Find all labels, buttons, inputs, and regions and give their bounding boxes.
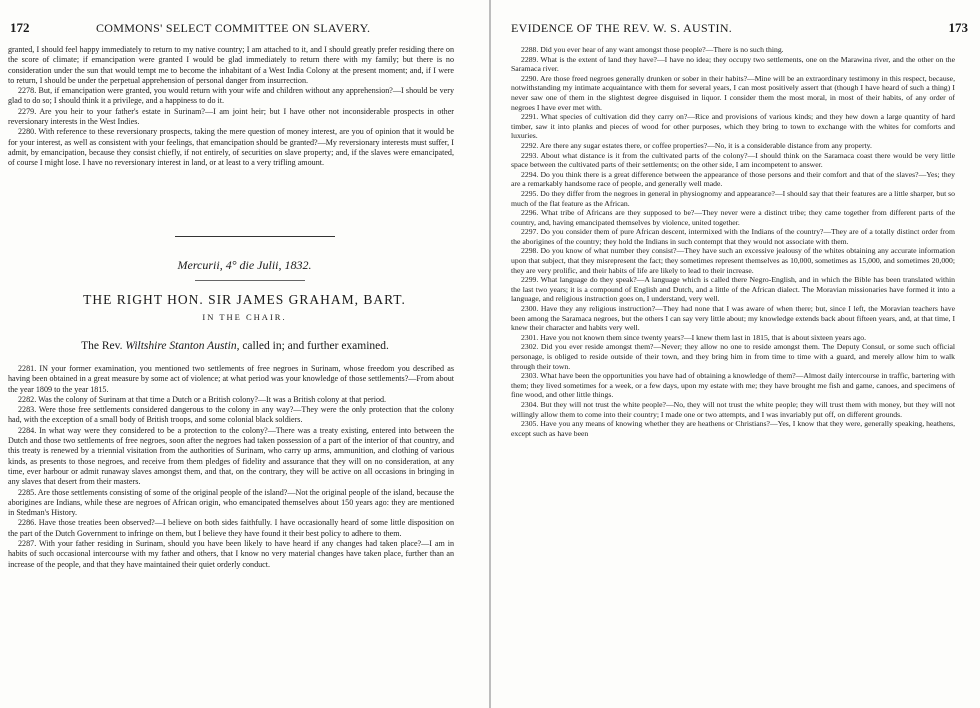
paragraph: 2278. But, if emancipation were granted, you would return with your wife and children without any apprehension?—I should be very glad to do so; I should think it a privilege, and a happiness to do it. xyxy=(8,86,454,106)
paragraph: 2301. Have you not known them since twenty years?—I knew them last in 1815, that is about sixteen years ago. xyxy=(521,332,867,342)
paragraph: 2300. Have they any religious instruction?—They had none that I was aware of when there; but, since I left, the Moravian teachers have been among the Saramaca negroes, but the others I can say very little about; my knowledge extends back about fifteen years, and, at that time, I knew their character and habits very well. xyxy=(511,304,955,333)
paragraph: 2284. In what way were they considered to be a protection to the colony?—There was a treaty existing, entered into between the Dutch and those two settlements of free negroes, soon after the negroes had taken possession of a part of the interior of that country, and this treaty is renewed by a triennial visitation from the authorities of Surinam, who carry up arms, ammunition, and clothing of various kinds, as presents to those negroes, and receive from them pledges of fidelity and assurance that they will on no consideration, at any time, ever harbour or admit runaway slaves amongst them, and that, on the contrary, they will be active on all occasions in bringing in any slaves that desert from their masters. xyxy=(8,425,454,487)
date-line: Mercurii, 4° die Julii, 1832. xyxy=(177,258,312,272)
paragraph: 2286. Have those treaties been observed?—I believe on both sides faithfully. I have occasionally heard of some little disposition on the part of the Dutch Government to infringe on them, but I believe they have found it their best policy to adhere to them. xyxy=(8,518,454,538)
paragraph: 2287. With your father residing in Surinam, should you have been likely to have heard if any changes had taken place?—I am in habits of such occasional intercourse with my father and others, that I know no very material changes have taken place, further than an increase of the people, and that they have maintained their quiet orderly conduct. xyxy=(8,539,454,569)
page-number: 173 xyxy=(948,20,968,35)
paragraph: 2288. Did you ever hear of any want amongst those people?—There is no such thing. xyxy=(521,45,784,54)
paragraph: 2302. Did you ever reside amongst them?—Never; they allow no one to reside amongst them. The Deputy Consul, or some such official personage, is obliged to reside outside of their town, and they bring him in from time to time with a guard, and merely allow him to walk through their town. xyxy=(511,342,955,371)
page-number: 172 xyxy=(10,20,30,35)
paragraph: 2283. Were those free settlements considered dangerous to the colony in any way?—They were the only protection that the colony had, with the exception of a small body of British troops, and some colonial black soldiers. xyxy=(8,405,454,425)
left-page xyxy=(0,0,489,708)
continued-text xyxy=(8,45,454,169)
in-the-chair: IN THE CHAIR. xyxy=(202,312,287,322)
witness-heading xyxy=(0,340,470,352)
paragraph: 2282. Was the colony of Surinam at that time a Dutch or a British colony?—It was a British colony at that period. xyxy=(18,394,387,404)
paragraph: 2297. Do you consider them of pure African descent, intermixed with the Indians of the country?—They are of a totally distinct order from the aborigines of the country; they hold the Indians in such contempt that they would not associate with them. xyxy=(511,227,955,246)
member-title: THE RIGHT HON. SIR JAMES GRAHAM, BART. xyxy=(83,292,406,307)
short-rule xyxy=(195,280,305,281)
paragraph: 2279. Are you heir to your father's estate in Surinam?—I am joint heir; but I have other not inconsiderable prospects in other reversionary interests in the West Indies. xyxy=(8,106,454,127)
paragraph: 2291. What species of cultivation did they carry on?—Rice and provisions of various kinds; and they hew down a large quantity of hard timber, saw it into planks and pieces of wood for other purposes, which they bring to town to exchange with the whites for comforts and luxuries. xyxy=(511,112,955,141)
paragraph: granted, I should feel happy immediately to return to my native country; I am attached to it, and I should greatly prefer residing there on the score of climate; if emancipation were granted I would be glad immediately to return there with my family; but there is no consideration under the sun that would tempt me to become the inhabitant of a West India Colony at the present moment; and, if I were to return, I should be under the perpetual apprehension of personal danger from insurrection. xyxy=(8,45,454,85)
witness-name: Wiltshire Stanton Austin, xyxy=(125,340,240,352)
paragraph: 2285. Are those settlements consisting of some of the original people of the island?—Not the original people of the island, because the aborigines are Indians, while these are negroes of African origin, who emancipated themselves about 150 years ago: they are mentioned in Stedman's History. xyxy=(8,487,454,518)
running-head: COMMONS' SELECT COMMITTEE ON SLAVERY. xyxy=(96,21,371,35)
paragraph: 2293. About what distance is it from the cultivated parts of the colony?—I should think on the Saramaca coast there would be very little space between the cultivated parts of their settlements; on the other side, I am incompetent to answer. xyxy=(511,150,955,170)
paragraph: 2292. Are there any sugar estates there, or coffee properties?—No, it is a considerable distance from any property. xyxy=(521,140,872,150)
running-head: EVIDENCE OF THE REV. W. S. AUSTIN. xyxy=(511,21,733,35)
paragraph: 2281. IN your former examination, you mentioned two settlements of free negroes in Surinam, whose freedom you described as having been obtained in a great measure by some act of violence; at what period was your knowledge of those settlements?—From about the year 1809 to the year 1815. xyxy=(8,364,454,394)
paragraph: 2290. Are those freed negroes generally drunken or sober in their habits?—Mine will be an extraordinary testimony in this respect, because, notwithstanding my intimate acquaintance with them for several years, I can most positively assert that (though I have heard of such a thing) I never saw one of them in the slightest degree disguised in liquor. I consider them the most moral, in most of their habits, of any order of negroes I have ever met with. xyxy=(511,73,955,112)
right-page xyxy=(491,0,980,708)
paragraph: 2296. What tribe of Africans are they supposed to be?—They never were a distinct tribe; they came together from different parts of the country, and, having emancipated themselves by violence, united together. xyxy=(511,208,955,227)
paragraph: 2305. Have you any means of knowing whether they are heathens or Christians?—Yes, I know that they were, generally speaking, heathens, except such as have been xyxy=(511,419,955,438)
paragraph: 2299. What language do they speak?—A language which is called there Negro-English, and in which the Bible has been translated within the last two years; it is a compound of English and Dutch, and a little of the African dialect. The Moravian missionaries have formed it into a language, and religious instruction goes on, I understand, very well. xyxy=(511,275,955,304)
witness-prefix: The Rev. xyxy=(81,340,126,352)
paragraph: 2304. But they will not trust the white people?—No, they will not trust the white people; they will trust them with money, but they will not willingly allow them to come into their country; I made one or two attempts, and I was invariably put off, on different grounds. xyxy=(511,399,955,419)
examination-text xyxy=(8,364,454,570)
paragraph: 2289. What is the extent of land they have?—I have no idea; they occupy two settlements, one on the Marawina river, and the other on the Saramaca river. xyxy=(511,54,955,74)
paragraph: 2280. With reference to these reversionary prospects, taking the mere question of money interest, are you of opinion that it would be for your interest, as well as consistent with your feelings, that emancipation should be granted?—My reversionary interests must suffer, I admit, by emancipation, because they consist chiefly, if not entirely, of securities on slave property; and, if the slaves were emancipated, of course I might lose. I have no reversionary interest in land, or at least to a very trifling amount. xyxy=(8,127,454,168)
paragraph: 2294. Do you think there is a great difference between the appearance of those persons and their comfort and that of the slaves?—Yes; they are a remarkably handsome race of people, and generally well made. xyxy=(511,169,955,189)
paragraph: 2303. What have been the opportunities you have had of obtaining a knowledge of them?—Almost daily intercourse in traffic, bartering with them; they lived sometimes for a week, or a few days, upon my estate with me; they have brought me fish and game, canoes, and specimens of fine wood, and other little things. xyxy=(511,371,955,400)
paragraph: 2295. Do they differ from the negroes in general in physiognomy and appearance?—I should say that their features are a little sharper, but so much of the flat feature as the African. xyxy=(511,188,955,208)
section-rule xyxy=(175,236,335,237)
examination-text xyxy=(511,45,955,438)
paragraph: 2298. Do you know of what number they consist?—They have such an excessive jealousy of the whites obtaining any accurate information upon that subject, that they misrepresent the fact; they sometimes represent themselves as 10,000, sometimes as 15,000, and sometimes 20,000; they are very prolific, and their habits of life are likely to lead to their increase. xyxy=(511,246,955,275)
witness-suffix: called in; and further examined. xyxy=(239,340,389,352)
